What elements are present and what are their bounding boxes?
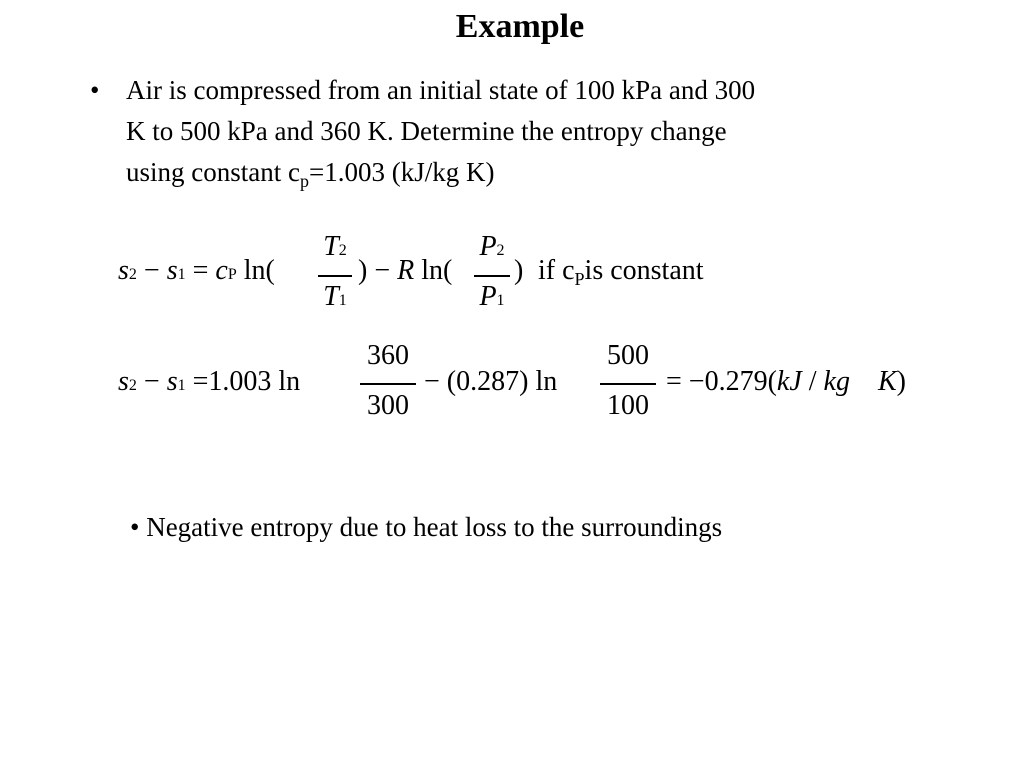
fraction-denominator: 300 xyxy=(367,390,409,421)
formula-equals: = xyxy=(192,255,209,286)
problem-line-1: Air is compressed from an initial state of 100 kPa and 300 xyxy=(126,75,756,105)
problem-line-2: K to 500 kPa and 360 K. Determine the entropy change xyxy=(126,116,727,146)
calc-middle: − (0.287) ln xyxy=(424,366,558,397)
fraction-bar xyxy=(474,275,510,277)
formula-s2: s xyxy=(118,255,129,286)
fraction-numerator: T2 xyxy=(323,231,347,262)
fraction-denominator: P1 xyxy=(479,281,505,312)
formula-middle xyxy=(358,255,452,287)
fraction-bar xyxy=(318,275,352,277)
slide-title: Example xyxy=(455,8,585,45)
fraction-numerator: P2 xyxy=(479,231,505,262)
calc-temperature-fraction xyxy=(360,340,416,430)
formula-ln-open-1: ln( xyxy=(243,255,275,286)
formula-lhs xyxy=(118,255,275,287)
formula-sub-p: P xyxy=(227,266,237,283)
problem-line-3-post: =1.003 (kJ/kg K) xyxy=(308,157,495,187)
calc-lhs: s2 − s1 =1.003 ln xyxy=(118,366,301,397)
problem-line-3-pre: using constant c xyxy=(126,157,300,187)
pressure-ratio xyxy=(474,231,510,323)
fraction-bar xyxy=(360,383,416,385)
problem-cp-subscript: p xyxy=(299,171,309,191)
formula-r: R xyxy=(397,255,415,286)
problem-text xyxy=(126,70,946,202)
formula-ln-open-2: ln( xyxy=(421,255,453,286)
fraction-denominator: 100 xyxy=(607,390,649,421)
formula-sub-1: 1 xyxy=(177,266,186,283)
fraction-numerator: 360 xyxy=(367,340,409,371)
fraction-bar xyxy=(600,383,656,385)
formula-c: c xyxy=(215,255,228,286)
formula-close-minus: ) − xyxy=(358,255,391,286)
fraction-numerator: 500 xyxy=(607,340,649,371)
conclusion-bullet: • Negative entropy due to heat loss to the surroundings xyxy=(130,512,723,542)
formula-minus: − xyxy=(143,255,160,286)
formula-close: ) xyxy=(514,255,524,286)
formula-s1: s xyxy=(166,255,178,286)
calc-pressure-fraction xyxy=(600,340,656,430)
fraction-denominator: T1 xyxy=(323,281,347,312)
calc-result: = −0.279(kJ / kg K) xyxy=(666,366,906,397)
formula-sub-2: 2 xyxy=(128,266,137,283)
problem-line-3 xyxy=(126,152,946,202)
formula-condition: if $c_Pis$ constant xyxy=(538,255,704,289)
temperature-ratio xyxy=(318,231,352,323)
bullet-marker: • xyxy=(90,75,100,105)
calc-coefficient: =1.003 ln xyxy=(192,366,301,397)
